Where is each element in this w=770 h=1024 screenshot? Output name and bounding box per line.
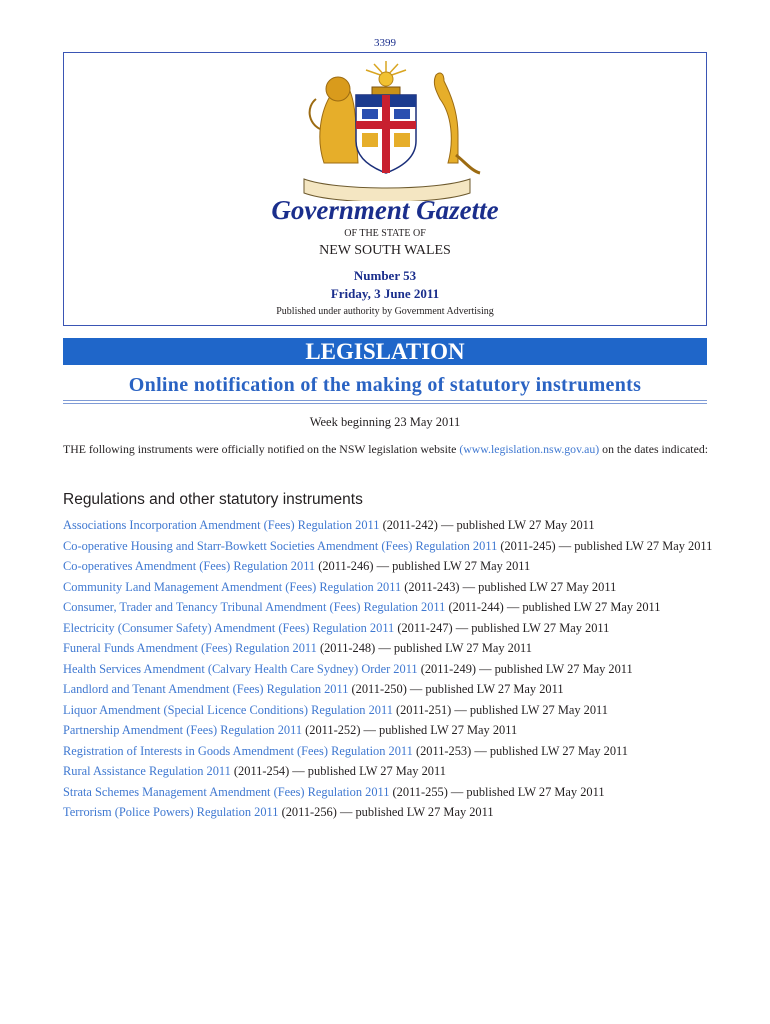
gazette-date: Friday, 3 June 2011 — [330, 286, 440, 301]
instrument-item — [63, 620, 713, 638]
instrument-item — [63, 517, 713, 535]
instrument-detail: (2011-250) — published LW 27 May 2011 — [348, 682, 564, 696]
instrument-detail: (2011-255) — published LW 27 May 2011 — [389, 784, 605, 799]
instrument-item — [63, 722, 713, 740]
of-the-state-label: OF THE STATE OF — [344, 228, 426, 239]
instrument-item — [63, 804, 713, 822]
coat-of-arms-icon — [286, 59, 486, 201]
divider — [63, 400, 707, 401]
instrument-detail: (2011-245) — published LW 27 May 2011 — [497, 538, 713, 553]
gazette-masthead — [63, 52, 707, 326]
instrument-detail: (2011-247) — published LW 27 May 2011 — [394, 620, 610, 635]
divider — [63, 403, 707, 404]
instrument-title-link[interactable]: Co-operatives Amendment (Fees) Regulation 2011 — [63, 559, 316, 573]
instrument-detail: (2011-256) — published LW 27 May 2011 — [278, 805, 494, 819]
instrument-item — [63, 763, 713, 781]
instrument-title-link[interactable]: Strata Schemes Management Amendment (Fees) Regulation 2011 — [63, 784, 390, 799]
gazette-number: Number 53 — [353, 268, 417, 283]
instrument-detail: (2011-243) — published LW 27 May 2011 — [401, 579, 617, 594]
instrument-item — [63, 784, 713, 802]
instrument-title-link[interactable]: Community Land Management Amendment (Fees) Regulation 2011 — [63, 579, 402, 594]
notification-subtitle: Online notification of the making of statutory instruments — [128, 374, 642, 396]
instrument-detail: (2011-246) — published LW 27 May 2011 — [315, 559, 531, 573]
page-number: 3399 — [374, 37, 396, 49]
instrument-title-link[interactable]: Terrorism (Police Powers) Regulation 2011 — [63, 805, 279, 819]
instrument-title-link[interactable]: Registration of Interests in Goods Amendment (Fees) Regulation 2011 — [63, 743, 413, 758]
instrument-detail: (2011-242) — published LW 27 May 2011 — [379, 518, 595, 532]
instrument-item — [63, 702, 713, 720]
instrument-title-link[interactable]: Co-operative Housing and Starr-Bowkett Societies Amendment (Fees) Regulation 2011 — [63, 538, 498, 553]
instrument-item — [63, 743, 713, 761]
instrument-title-link[interactable]: Partnership Amendment (Fees) Regulation 2011 — [63, 723, 303, 737]
instrument-title-link[interactable]: Health Services Amendment (Calvary Health Care Sydney) Order 2011 — [63, 661, 418, 676]
instrument-detail: (2011-249) — published LW 27 May 2011 — [417, 661, 633, 676]
instrument-item — [63, 538, 713, 556]
instrument-title-link[interactable]: Associations Incorporation Amendment (Fees) Regulation 2011 — [63, 518, 380, 532]
intro-paragraph — [63, 441, 713, 458]
week-beginning: Week beginning 23 May 2011 — [309, 415, 461, 429]
instrument-title-link[interactable]: Rural Assistance Regulation 2011 — [63, 764, 231, 778]
instrument-item — [63, 661, 713, 679]
legislation-website-link[interactable]: (www.legislation.nsw.gov.au) — [459, 442, 600, 456]
instrument-item — [63, 558, 713, 576]
instrument-item — [63, 599, 713, 617]
instrument-detail: (2011-248) — published LW 27 May 2011 — [316, 641, 532, 655]
intro-text-end: on the dates indicated: — [599, 442, 708, 456]
instrument-detail: (2011-252) — published LW 27 May 2011 — [302, 723, 518, 737]
instrument-item — [63, 681, 713, 699]
gazette-title: Government Gazette — [271, 195, 499, 225]
instrument-item — [63, 579, 713, 597]
authority-line: Published under authority by Government Advertising — [276, 306, 494, 317]
instrument-title-link[interactable]: Electricity (Consumer Safety) Amendment (Fees) Regulation 2011 — [63, 620, 395, 635]
instrument-detail: (2011-254) — published LW 27 May 2011 — [230, 764, 446, 778]
instrument-item — [63, 640, 713, 658]
instrument-title-link[interactable]: Consumer, Trader and Tenancy Tribunal Amendment (Fees) Regulation 2011 — [63, 600, 446, 614]
legislation-banner: LEGISLATION — [63, 338, 707, 365]
instrument-list — [63, 517, 713, 825]
state-name: NEW SOUTH WALES — [319, 243, 451, 258]
intro-text: THE following instruments were officially notified on the NSW legislation website — [63, 442, 460, 456]
instrument-detail: (2011-253) — published LW 27 May 2011 — [412, 743, 628, 758]
instrument-title-link[interactable]: Landlord and Tenant Amendment (Fees) Regulation 2011 — [63, 682, 349, 696]
instrument-title-link[interactable]: Funeral Funds Amendment (Fees) Regulation 2011 — [63, 641, 317, 655]
instrument-detail: (2011-251) — published LW 27 May 2011 — [392, 702, 608, 717]
instrument-title-link[interactable]: Liquor Amendment (Special Licence Conditions) Regulation 2011 — [63, 702, 393, 717]
section-heading: Regulations and other statutory instruments — [63, 491, 363, 508]
instrument-detail: (2011-244) — published LW 27 May 2011 — [445, 600, 661, 614]
